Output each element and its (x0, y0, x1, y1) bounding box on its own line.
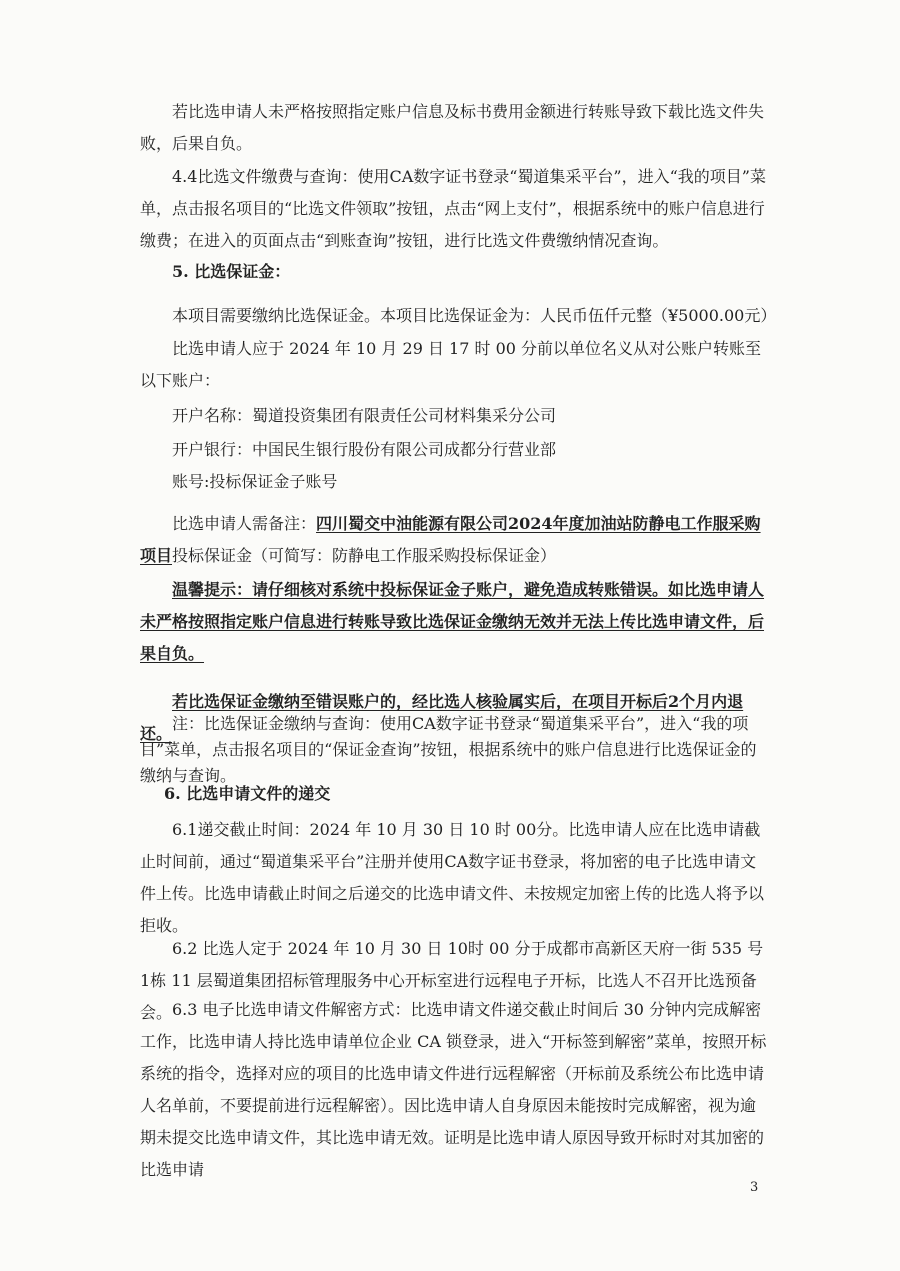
page-number: 3 (750, 1180, 759, 1195)
paragraph-deposit-deadline: 比选申请人应于 2024 年 10 月 29 日 17 时 00 分前以单位名义从对公账户转账至以下账户： (140, 339, 762, 390)
paragraph-submission-deadline: 6.1递交截止时间：2024 年 10 月 30 日 10 时 00分。比选申请人应在比选申请截止时间前，通过“蜀道集采平台”注册并使用CA数字证书登录，将加密的电子比选申请文件上传。比选申请截止时间之后递交的比选申请文件、未按规定加密上传的比选人将予以拒收。 (140, 820, 765, 935)
section-6-heading: 6. 比选申请文件的递交 (164, 784, 331, 803)
warm-tip-label: 温馨提示： (172, 580, 253, 599)
remark-project-name: 四川蜀交中油能源有限公司2024年度加油站防静电工作服采购项目 (140, 514, 761, 565)
section-5-heading: 5. 比选保证金： (172, 262, 291, 281)
paragraph-decryption-method: 6.3 电子比选申请文件解密方式：比选申请文件递交截止时间后 30 分钟内完成解密工作，比选申请人持比选申请单位企业 CA 锁登录，进入“开标签到解密”菜单，按照开标系统的指令，选择对应的项目的比选申请文件进行远程解密（开标前及系统公布比选申请人名单前，不要提前进行远程解密）。因比选申请人自身原因未能按时完成解密，视为逾期未提交比选申请文件，其比选申请无效。证明是比选申请人原因导致开标时对其加密的比选申请 (140, 1000, 767, 1179)
paragraph-deposit-amount: 本项目需要缴纳比选保证金。本项目比选保证金为：人民币伍仟元整（¥5000.00元） (172, 306, 777, 325)
paragraph-warm-tip (140, 574, 770, 670)
account-number: 账号:投标保证金子账号 (172, 472, 338, 491)
paragraph-deposit-query: 注：比选保证金缴纳与查询：使用CA数字证书登录“蜀道集采平台”，进入“我的项目”菜单，点击报名项目的“保证金查询”按钮，根据系统中的账户信息进行比选保证金的缴纳与查询。 (140, 714, 757, 785)
paragraph-refund-note: 若比选保证金缴纳至错误账户的，经比选人核验属实后，在项目开标后2个月内退还。 (140, 692, 744, 743)
paragraph-download-note: 若比选申请人未严格按照指定账户信息及标书费用金额进行转账导致下载比选文件失败，后果自负。 (140, 102, 765, 153)
paragraph-fee-payment-query: 4.4比选文件缴费与查询：使用CA数字证书登录“蜀道集采平台”，进入“我的项目”菜单，点击报名项目的“比选文件领取”按钮，点击“网上支付”，根据系统中的账户信息进行缴费；在进入的页面点击“到账查询”按钮，进行比选文件费缴纳情况查询。 (140, 167, 766, 250)
account-bank: 开户银行：中国民生银行股份有限公司成都分行营业部 (172, 440, 557, 459)
remark-label: 比选申请人需备注： (172, 514, 317, 533)
account-name: 开户名称：蜀道投资集团有限责任公司材料集采分公司 (172, 406, 557, 425)
warm-tip-text: 请仔细核对系统中投标保证金子账户，避免造成转账错误。如比选申请人未严格按照指定账户信息进行转账导致比选保证金缴纳无效并无法上传比选申请文件，后果自负。 (140, 580, 765, 663)
paragraph-bid-opening: 6.2 比选人定于 2024 年 10 月 30 日 10时 00 分于成都市高新区天府一街 535 号 1栋 11 层蜀道集团招标管理服务中心开标室进行远程电子开标，比选人不召开比选预备会。 (140, 939, 764, 1022)
paragraph-remark (140, 508, 770, 572)
remark-suffix: 投标保证金（可简写：防静电工作服采购投标保证金） (172, 546, 557, 565)
